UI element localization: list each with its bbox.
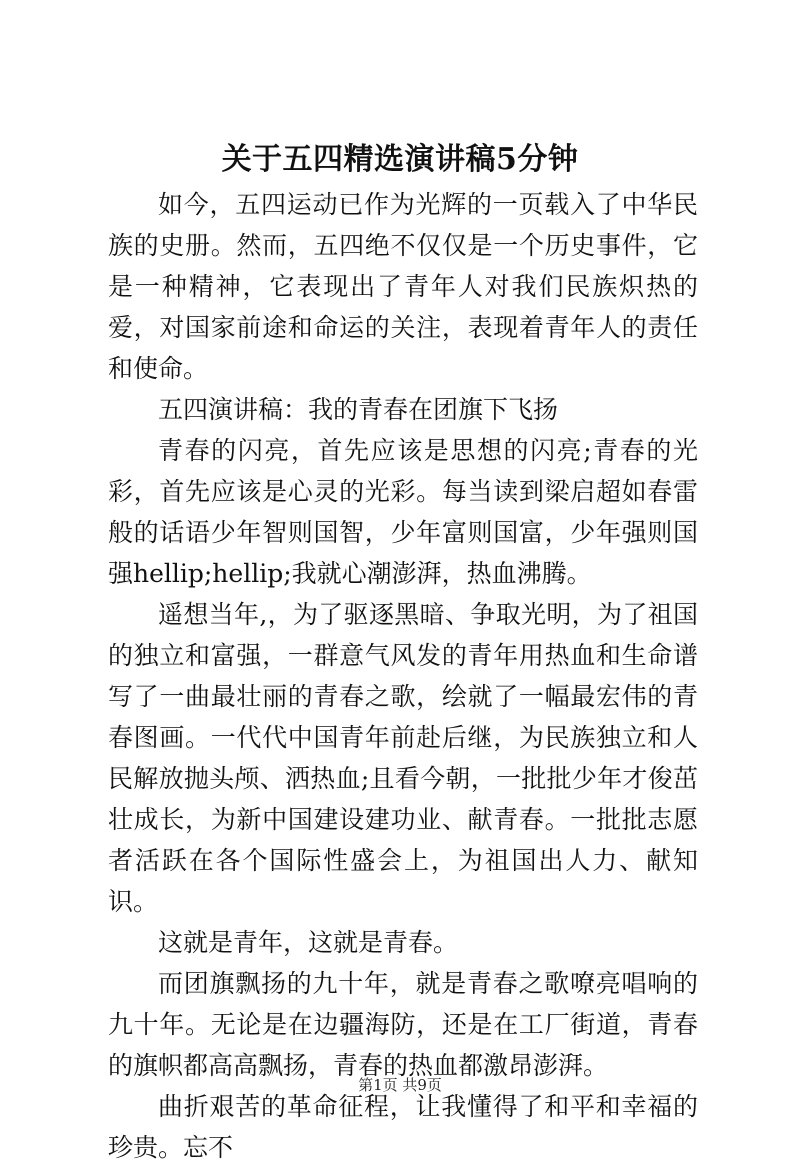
paragraph-subtitle: 五四演讲稿：我的青春在团旗下飞扬 xyxy=(158,395,559,424)
paragraph-intro: 如今，五四运动已作为光辉的一页载入了中华民族的史册。然而，五四绝不仅仅是一个历史事件，它是一种精神，它表现出了青年人对我们民族炽热的爱，对国家前途和命运的关注，表现着青年人的责任和使命。 xyxy=(108,190,698,383)
document-title: 关于五四精选演讲稿5分钟 xyxy=(221,142,579,177)
page-footer: 第1页 共9页 xyxy=(358,1076,442,1094)
paragraph-revolution: 曲折艰苦的革命征程，让我懂得了和平和幸福的珍贵。忘不 xyxy=(108,1092,698,1162)
paragraph-history: 遥想当年,，为了驱逐黑暗、争取光明，为了祖国的独立和富强，一群意气风发的青年用热血和生命谱写了一曲最壮丽的青春之歌，绘就了一幅最宏伟的青春图画。一代代中国青年前赴后继，为民族独立和人民解放抛头颅、洒热血;且看今朝，一批批少年才俊茁壮成长，为新中国建设建功业、献青春。一批批志愿者活跃在各个国际性盛会上，为祖国出人力、献知识。 xyxy=(108,600,698,916)
document-body xyxy=(108,184,698,1168)
paragraph-league-flag: 而团旗飘扬的九十年，就是青春之歌嘹亮唱响的九十年。无论是在边疆海防，还是在工厂街道，青春的旗帜都高高飘扬，青春的热血都激昂澎湃。 xyxy=(108,969,698,1080)
paragraph-youth-shine: 青春的闪亮，首先应该是思想的闪亮;青春的光彩，首先应该是心灵的光彩。每当读到梁启超如春雷般的话语少年智则国智，少年富则国富，少年强则国强hellip;hellip;我就心潮澎湃，热血沸腾。 xyxy=(108,436,698,588)
paragraph-this-is-youth: 这就是青年，这就是青春。 xyxy=(158,928,459,957)
